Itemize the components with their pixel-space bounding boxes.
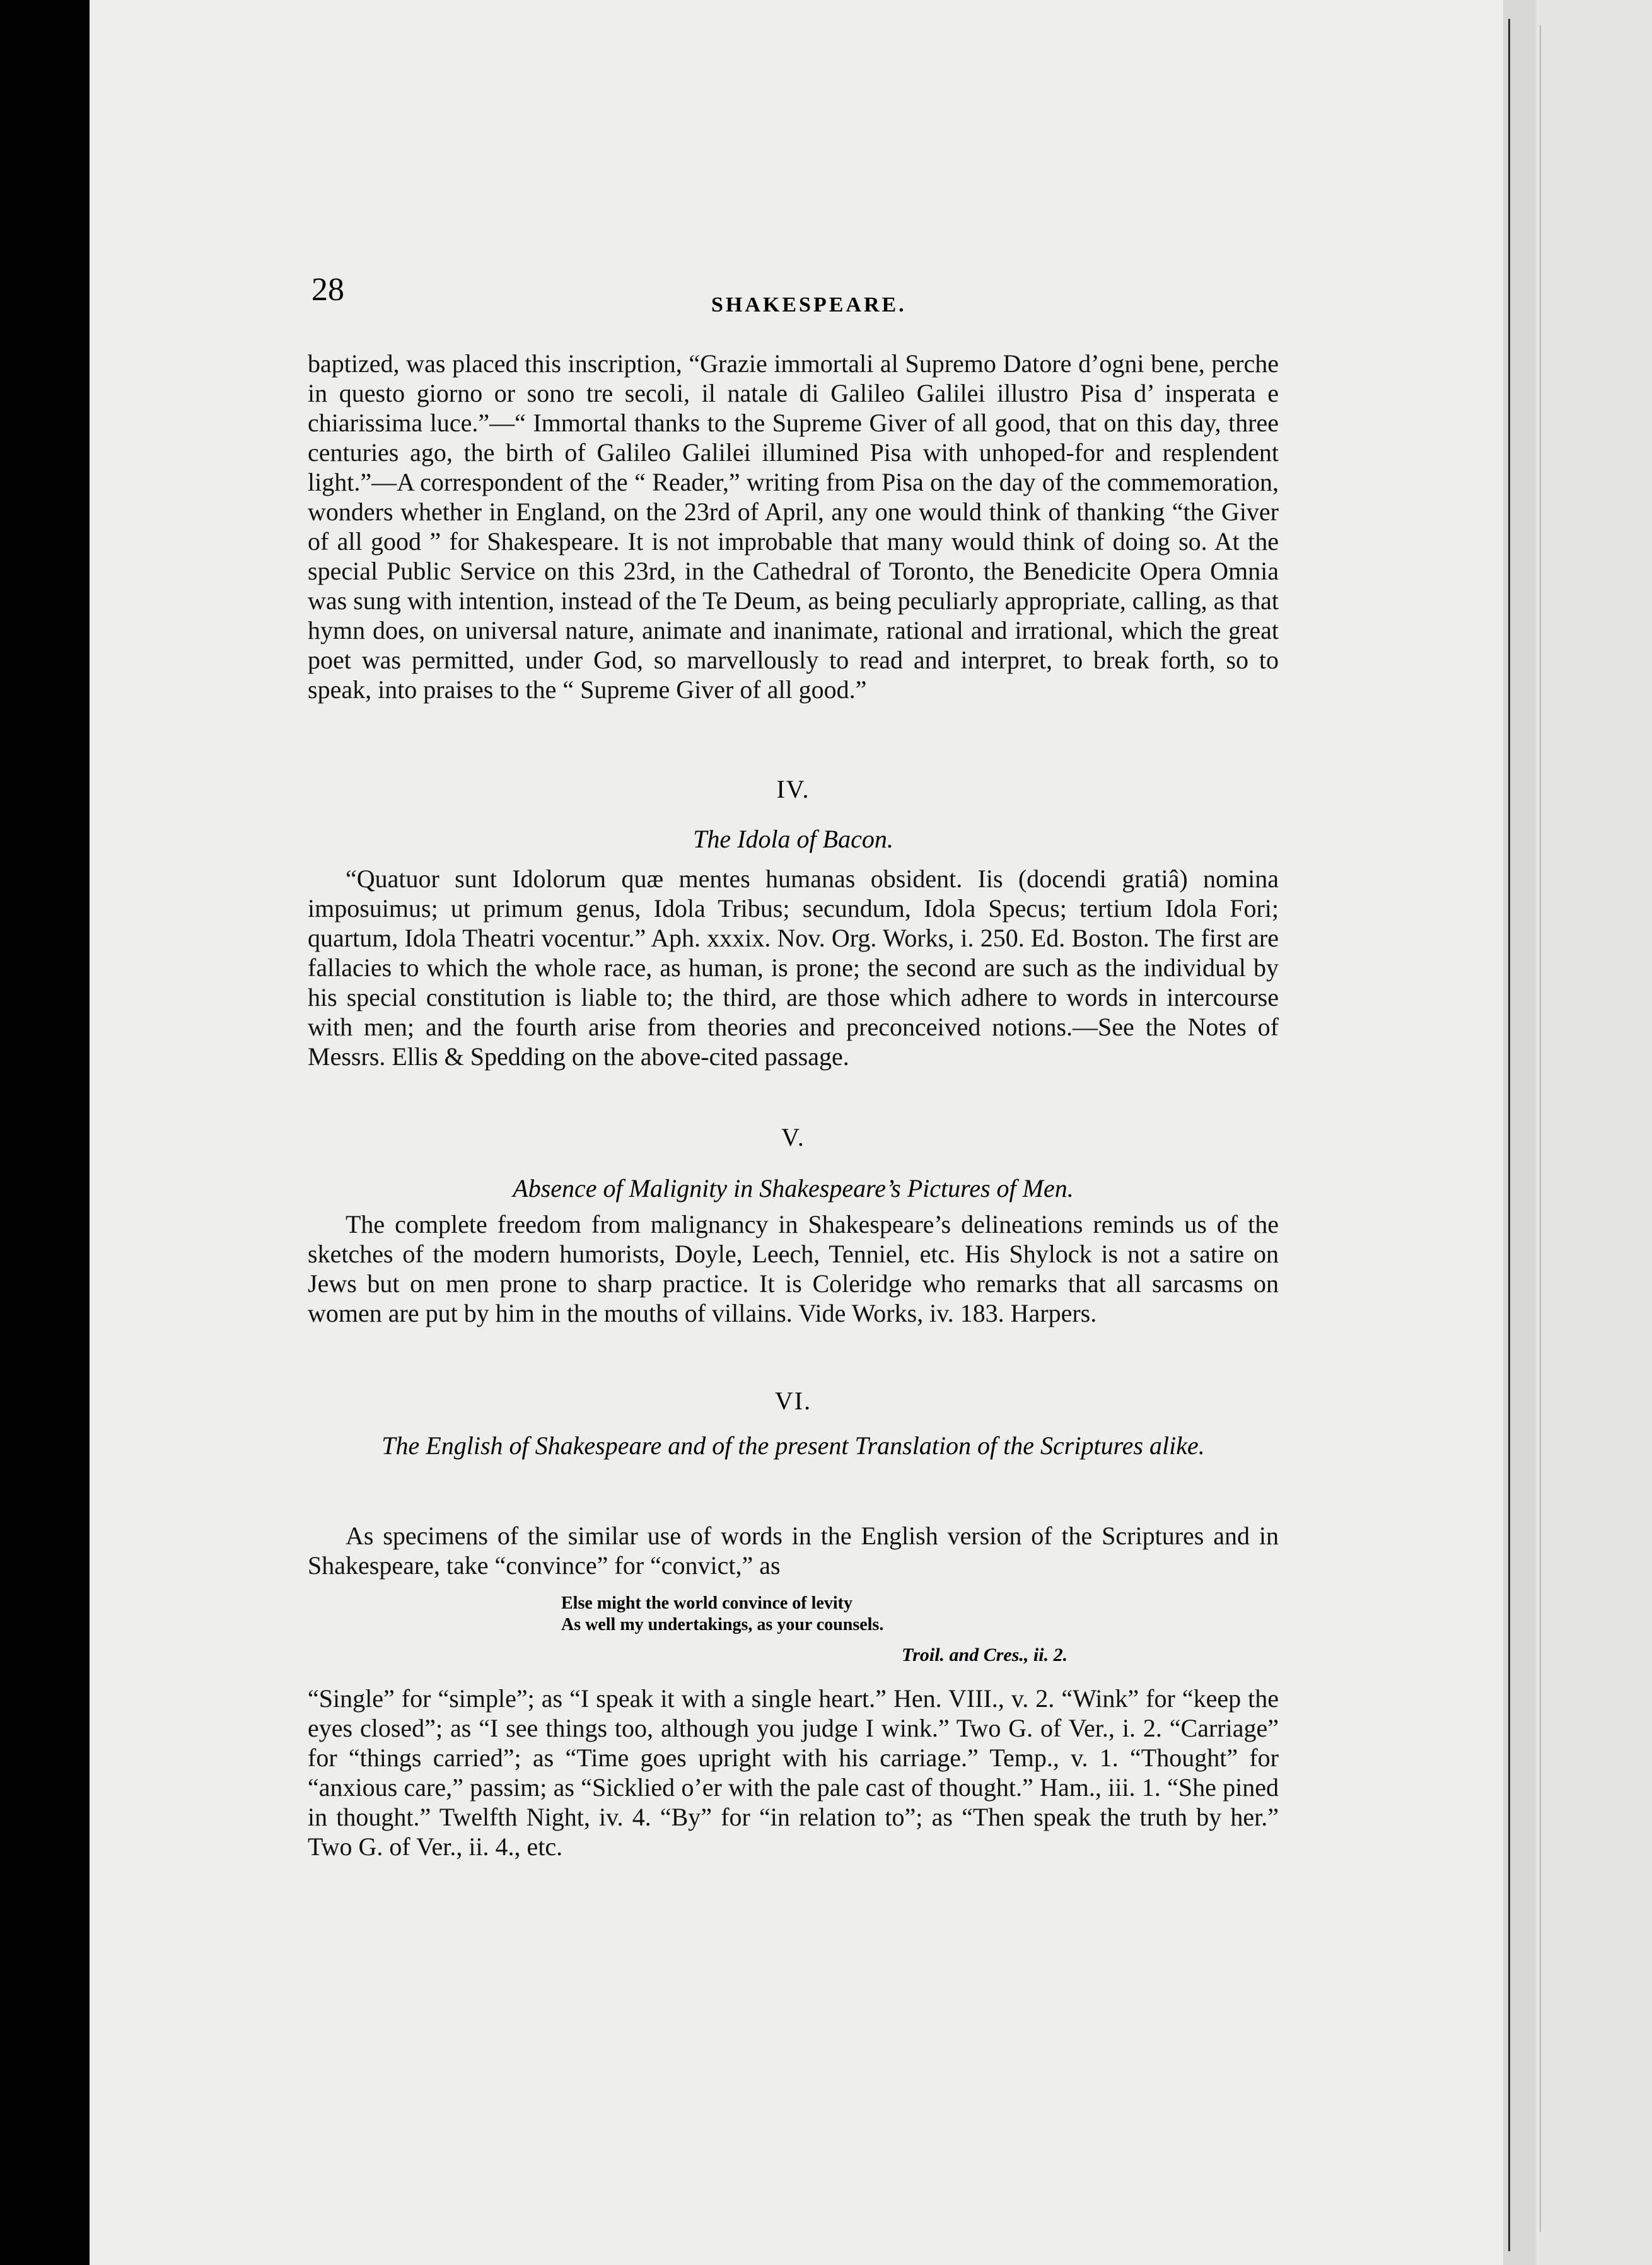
quote-line-2: As well my undertakings, as your counsels.: [561, 1615, 884, 1634]
facing-page-edge: [1536, 0, 1652, 2265]
galileo-paragraph-block: [308, 349, 1279, 704]
section-v-title: Absence of Malignity in Shakespeare’s Pictures of Men.: [513, 1174, 1074, 1202]
galileo-paragraph: baptized, was placed this inscription, “Grazie immortali al Supremo Datore d’ogni bene, perche in questo giorno or sono tre secoli, il natale di Galileo Galilei illustro Pisa d’ insperata e chiarissima luce.”—“ Immortal thanks to the Supreme Giver of all good, that on this day, three centuries ago, the birth of Galileo Galilei illumined Pisa with unhoped-for and resplendent light.”—A correspondent of the “ Reader,” writing from Pisa on the day of the commemoration, wonders whether in England, on the 23rd of April, any one would think of thanking “the Giver of all good ” for Shakespeare. It is not improbable that many would think of doing so. At the special Public Service on this 23rd, in the Cathedral of Toronto, the Benedicite Opera Omnia was sung with intention, instead of the Te Deum, as being peculiarly appropriate, calling, as that hymn does, on universal nature, animate and inanimate, rational and irrational, which the great poet was permitted, under God, so marvellously to read and interpret, to break forth, so to speak, into praises to the “ Supreme Giver of all good.”: [308, 349, 1279, 704]
gutter-line: [1508, 19, 1510, 2251]
quote-source: Troil. and Cres., ii. 2.: [902, 1645, 1068, 1665]
section-v-number: V.: [781, 1123, 805, 1151]
quote-line-1: Else might the world convince of levity: [561, 1593, 852, 1613]
english-examples-paragraph: “Single” for “simple”; as “I speak it with a single heart.” Hen. VIII., v. 2. “Wink” for “keep the eyes closed”; as “I see things too, although you judge I wink.” Two G. of Ver., i. 2. “Carriage” for “things carried”; as “Time goes upright with his carriage.” Temp., v. 1. “Thought” for “anxious care,” passim; as “Sicklied o’er with the pale cast of thought.” Ham., iii. 1. “She pined in thought.” Twelfth Night, iv. 4. “By” for “in relation to”; as “Then speak the truth by her.” Two G. of Ver., ii. 4., etc.: [308, 1684, 1279, 1861]
section-vi-number: VI.: [774, 1387, 812, 1415]
section-iv-number: IV.: [776, 775, 810, 803]
section-iv-title: The Idola of Bacon.: [693, 825, 893, 853]
running-head: [308, 271, 1279, 322]
english-intro-paragraph: As specimens of the similar use of words in the English version of the Scriptures and in Shakespeare, take “convince” for “convict,” as: [308, 1522, 1279, 1580]
english-intro-block: [308, 1521, 1279, 1580]
malignity-paragraph-block: [308, 1209, 1279, 1328]
english-examples-block: [308, 1684, 1279, 1861]
page-header: SHAKESPEARE.: [711, 293, 907, 317]
page-number: 28: [311, 272, 344, 308]
malignity-paragraph: The complete freedom from malignancy in Shakespeare’s delineations reminds us of the sketches of the modern humorists, Doyle, Leech, Tenniel, etc. His Shylock is not a satire on Jews but on men prone to sharp practice. It is Coleridge who remarks that all sarcasms on women are put by him in the mouths of villains. Vide Works, iv. 183. Harpers.: [308, 1210, 1279, 1327]
section-vi-title: The English of Shakespeare and of the present Translation of the Scriptures alike.: [381, 1431, 1205, 1460]
idola-paragraph-block: [308, 864, 1279, 1071]
idola-paragraph: “Quatuor sunt Idolorum quæ mentes humanas obsident. Iis (docendi gratiâ) nomina imposuimus; ut primum genus, Idola Tribus; secundum, Idola Specus; tertium Idola Fori; quartum, Idola Theatri vocentur.” Aph. xxxix. Nov. Org. Works, i. 250. Ed. Boston. The first are fallacies to which the whole race, as human, is prone; the second are such as the individual by his special constitution is liable to; the third, are those which adhere to words in intercourse with men; and the fourth arise from theories and preconceived notions.—See the Notes of Messrs. Ellis & Spedding on the above-cited passage.: [308, 865, 1279, 1071]
